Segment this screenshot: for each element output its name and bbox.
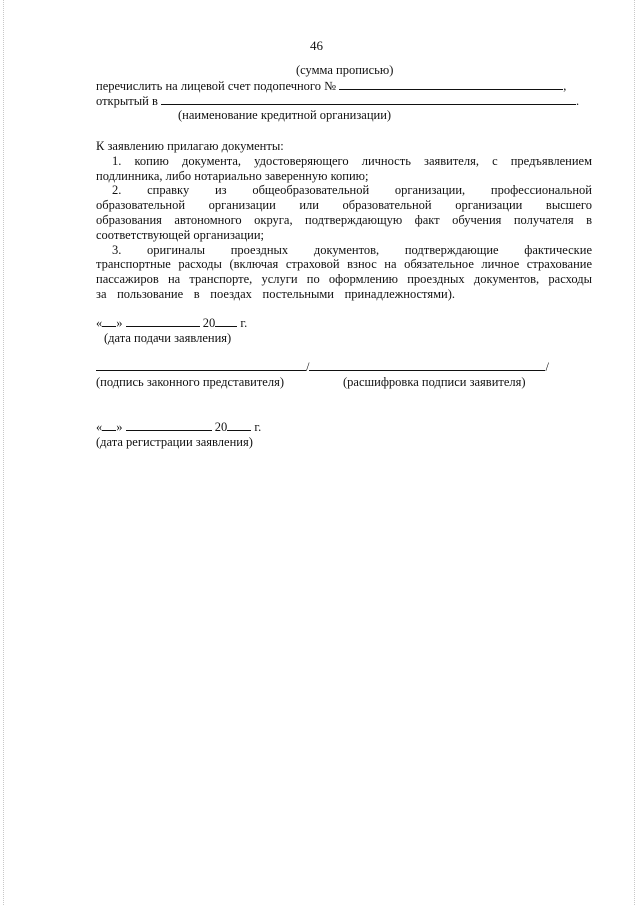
opened-label: открытый в [96, 94, 158, 108]
registration-year-field[interactable] [227, 420, 251, 431]
opened-line [96, 94, 579, 109]
signature-caption-right: (расшифровка подписи заявителя) [343, 375, 526, 389]
bank-name-field[interactable] [161, 94, 576, 105]
item1-line1: 1. копию документа, удостоверяющего личность заявителя, с предъявлением [112, 154, 592, 168]
account-number-field[interactable] [339, 79, 563, 90]
registration-day-field[interactable] [102, 420, 116, 431]
registration-date-line: « » 20 г. [96, 420, 262, 434]
item3-line4: за пользование в поездах постельными принадлежностями). [96, 287, 455, 301]
opened-dot: . [575, 94, 580, 108]
transfer-comma: , [563, 79, 567, 93]
submission-day-field[interactable] [102, 316, 116, 327]
item1-line2: подлинника, либо нотариально заверенную копию; [96, 169, 369, 183]
item3-line1: 3. оригиналы проездных документов, подтверждающие фактические [112, 243, 592, 257]
attach-heading: К заявлению прилагаю документы: [96, 139, 284, 153]
item2-line4: соответствующей организации; [96, 228, 264, 242]
item3-line3: пассажиров на транспорте, услуги по оформлению проездных документов, расходы [96, 272, 592, 286]
scan-right-edge [634, 0, 636, 905]
transfer-line [96, 79, 566, 94]
signature-line [96, 360, 549, 375]
submission-year-field[interactable] [215, 316, 237, 327]
item2-line2: образовательной организации или образовательной организации высшего [96, 198, 592, 212]
item3-line2: транспортные расходы (включая страховой взнос на обязательное личное страхование [96, 257, 592, 271]
registration-date-caption: (дата регистрации заявления) [96, 435, 253, 449]
item2-line3: образования автономного округа, подтверждающую факт обучения получателя в [96, 213, 592, 227]
registration-month-field[interactable] [126, 420, 212, 431]
item2-line1: 2. справку из общеобразовательной организации, профессиональной [112, 183, 592, 197]
submission-month-field[interactable] [126, 316, 200, 327]
submission-date-caption: (дата подачи заявления) [104, 331, 232, 345]
submission-date-line: « » 20 г. [96, 316, 248, 330]
transfer-label: перечислить на лицевой счет подопечного № [96, 79, 337, 93]
bank-caption: (наименование кредитной организации) [178, 108, 392, 122]
sum-caption: (сумма прописью) [296, 63, 394, 77]
page-number: 46 [310, 38, 323, 53]
signature-decoding-field[interactable] [309, 360, 545, 371]
signature-slash-left: / [306, 360, 310, 374]
scan-left-edge [3, 0, 5, 905]
signature-caption-left: (подпись законного представителя) [96, 375, 284, 389]
representative-signature-field[interactable] [96, 360, 306, 371]
signature-slash-right: / [545, 360, 549, 374]
